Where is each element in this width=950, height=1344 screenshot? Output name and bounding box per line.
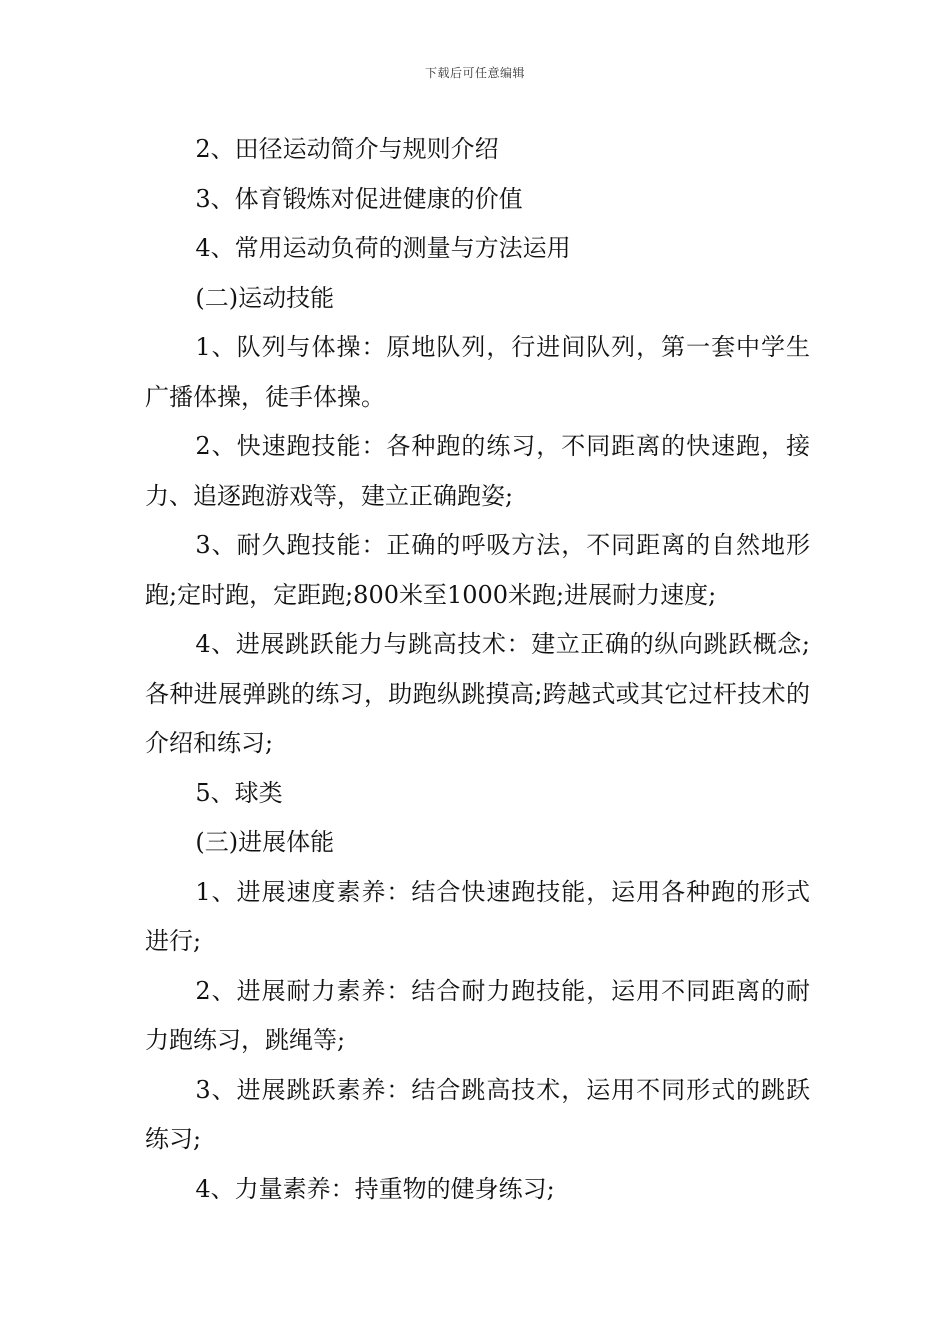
- page-header: 下载后可任意编辑: [424, 66, 525, 80]
- paragraph: 4、进展跳跃能力与跳高技术：建立正确的纵向跳跃概念;各种进展弹跳的练习，助跑纵跳摸高;跨越式或其它过杆技术的介绍和练习;: [145, 630, 810, 757]
- paragraph: 2、快速跑技能：各种跑的练习，不同距离的快速跑，接力、追逐跑游戏等，建立正确跑姿;: [145, 432, 810, 510]
- paragraph: 1、队列与体操：原地队列，行进间队列，第一套中学生广播体操，徒手体操。: [145, 333, 810, 411]
- paragraph: 3、体育锻炼对促进健康的价值: [195, 184, 523, 213]
- document-body: [145, 125, 810, 1214]
- paragraph: 5、球类: [195, 778, 283, 807]
- paragraph: 3、耐久跑技能：正确的呼吸方法，不同距离的自然地形跑;定时跑，定距跑;800米至1000米跑;进展耐力速度;: [145, 531, 810, 609]
- paragraph: 4、常用运动负荷的测量与方法运用: [195, 234, 571, 262]
- paragraph: 4、力量素养：持重物的健身练习;: [195, 1174, 555, 1203]
- section-heading: (二)运动技能: [195, 283, 335, 312]
- paragraph: 3、进展跳跃素养：结合跳高技术，运用不同形式的跳跃练习;: [145, 1075, 810, 1153]
- paragraph: 2、田径运动简介与规则介绍: [195, 135, 499, 163]
- paragraph: 2、进展耐力素养：结合耐力跑技能，运用不同距离的耐力跑练习，跳绳等;: [145, 976, 810, 1054]
- paragraph: 1、进展速度素养：结合快速跑技能，运用各种跑的形式进行;: [145, 877, 810, 955]
- section-heading: (三)进展体能: [195, 828, 335, 856]
